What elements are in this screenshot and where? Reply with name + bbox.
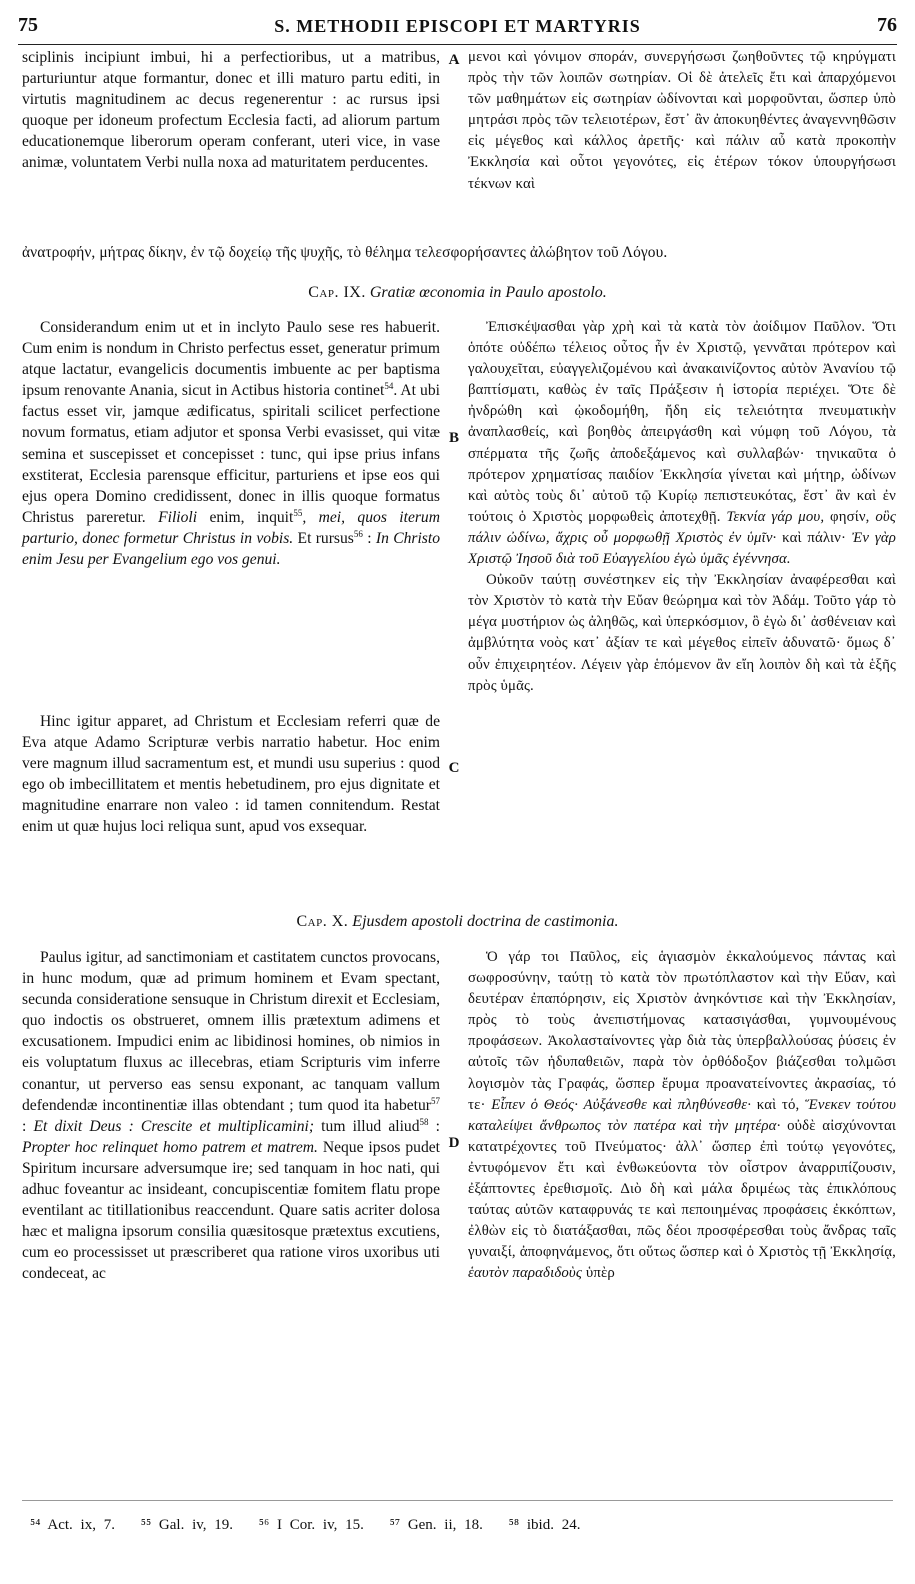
chapter-title: Ejusdem apostoli doctrina de castimonia. (352, 913, 619, 930)
text-run: enim, inquit (197, 508, 294, 526)
margin-marker-c: C (448, 760, 460, 776)
latin-column-cap9-p2 (22, 711, 440, 838)
scripture-quote: Et dixit Deus : Crescite et multiplicamini; (33, 1117, 315, 1135)
footnote: ⁵⁶ I Cor. iv, 15. (258, 1517, 364, 1533)
scripture-quote: In Christo enim Jesu per Evangelium ego vos genui. (22, 529, 440, 569)
footnote-ref: 58 (419, 1116, 429, 1127)
footnote: ⁵⁵ Gal. iv, 19. (140, 1517, 234, 1533)
text-run: Considerandum enim ut et in inclyto Paulo sese res habuerit. Cum enim is nondum in Christo perfectus esset, generatur primum atque lactatur, evangelicis documentis imbuente ac per baptisma ipsum renovante Anania, sicut in Actibus historia continet (22, 319, 440, 400)
page-header (18, 14, 897, 42)
footnote: ⁵⁷ Gen. ii, 18. (389, 1517, 483, 1533)
chapter-label: Cap. IX. (308, 284, 366, 301)
scripture-quote: Ἕνεκεν τούτου καταλείψει ἄνθρωπος τὸν πατέρα καὶ τὴν μητέρα· (468, 1096, 897, 1134)
greek-paragraph (468, 317, 896, 570)
margin-marker-b: B (448, 430, 459, 446)
footnotes (30, 1517, 885, 1534)
page-number-right: 76 (877, 14, 897, 36)
latin-paragraph (22, 947, 440, 1285)
greek-paragraph: Οὐκοῦν ταύτῃ συνέστηκεν εἰς τὴν Ἐκκλησίαν ἀναφέρεσθαι καὶ τὸν Χριστὸν τὸ κατὰ τὴν Εὔαν θεώρημα καὶ τὸν Ἀδάμ. Τοῦτο γάρ τὸ μέγα μυστήριον ὡς ἀληθῶς, καὶ ὑπερκόσμιον, ὃ ἐγὼ δι᾽ ἀσθένειαν καὶ ἀμβλύτητα νοὸς κατ᾽ ἀξίαν τε καὶ μέγεθος εἰπεῖν ἀδυνατῶ· ὅμως δ᾽ οὖν ἐπιχειρητέον. Λέγειν γὰρ ἑπόμενον ἂν εἴη λοιπὸν δὴ καὶ τὰ ἑξῆς πρὸς ὑμᾶς. (468, 572, 896, 694)
text-run: Et rursus (293, 529, 354, 547)
text-run: καὶ πάλιν· (776, 529, 852, 546)
text-run: Ἐπισκέψασθαι γὰρ χρὴ καὶ τὰ κατὰ τὸν ἀοίδιμον Παῦλον. Ὅτι ὁπότε οὐδέπω τέλειος οὗτος ἦν ἐν Χριστῷ, γεννᾶται πρότερον καὶ γαλουχεῖται, εὐαγγελιζομένου καὶ ἀνακαινίζοντος αὐτὸν Ἀνανίου τῷ βαπτίσματι, καθὼς ἐν ταῖς Πράξεσιν ἡ ἱστορία περιέχει. Ὅτε δὲ ἠνδρώθη καὶ ᾠκοδομήθη, ἤδη εἰς τελειότητα πνευματικὴν ἀναπλασθείς, καὶ βοηθὸς ἀπειργάσθη καὶ νύμφη τοῦ Λόγου, τὰ σπέρματα τῆς ζωῆς ἀποδεξάμενος καὶ συλλαβών· τηνικαῦτα ὁ πρότερον χρηματίσας παιδίον Ἐκκλησία γίνεται καὶ μήτηρ, ὠδίνων καὶ αὐτὸς τοὺς δι᾽ αὐτοῦ τῷ Κυρίῳ πεπιστευκότας, ἔστ᾽ ἂν καὶ ἐν τούτοις ὁ Χριστὸς μορφωθεὶς ἀποτεχθῇ. (468, 319, 896, 525)
margin-marker-d: D (448, 1135, 460, 1151)
footnote-ref: 56 (353, 528, 363, 539)
text-run: οὐδὲ αἰσχύνονται κατατρέχοντες τοῦ Πνεύματος· ἀλλ᾽ ὥσπερ ἐπὶ τούτῳ γεγονότες, ἐντυφόμενον ἔτι καὶ ἐνθωκεύοντα τὸν οἶστρον ἀναρριπίζουσιν, ἐξάπτοντες ἐρεθισμοῖς. Διὸ δὴ καὶ μάλα δριμέως τὰς ἐπικλόπους ταύτας αὐτῶν καταφρυνάς τε καὶ πεποιημένας προφάσεις ἐκκόπτων, ἐλθὼν εἰς τὸ διατάξασθαι, πῶς δέοι προσφέρεσθαι τοὺς ἄνδρας ταῖς γυναιξί, ἀποφηνάμενος, ὅτι οὕτως ὥσπερ καὶ ὁ Χριστὸς τῇ Ἐκκλησίᾳ, (468, 1117, 897, 1261)
latin-column-cap9-p1 (22, 317, 440, 570)
chapter-heading-ix (0, 284, 915, 302)
scripture-quote: Τεκνία γάρ μου, (726, 508, 825, 525)
text-run: Neque ipsos pudet Spiritum incursare adversumque ire; sed tanquam in hoc nati, qui adhuc foveantur ac insideant, concupiscentiæ fomitem flatu prope eventilant ac titillationibus reaccendunt. Quare satis acriter dolosa hæc et maligna ipsorum consilia quæsitosque prætextus excutiens, cum eo processisset ut præscriberet qua ratione viros uxoribus uti condeceat, ac (22, 1138, 440, 1283)
footnote: ⁵⁴ Act. ix, 7. (30, 1517, 115, 1533)
footnote: ⁵⁸ ibid. 24. (508, 1517, 581, 1533)
latin-paragraph (22, 317, 440, 570)
scripture-quote: Εἶπεν ὁ Θεός· Αὐξάνεσθε καὶ πληθύνεσθε· (491, 1096, 752, 1113)
footnote-ref: 54 (384, 381, 394, 392)
scripture-quote: ἑαυτὸν παραδιδοὺς (468, 1265, 583, 1282)
text-run: tum illud aliud (314, 1117, 420, 1135)
page-number-left: 75 (18, 14, 38, 36)
scripture-quote: Propter hoc relinquet homo patrem et matrem. (22, 1138, 318, 1156)
latin-paragraph: Hinc igitur apparet, ad Christum et Ecclesiam referri quæ de Eva atque Adamo Scripturæ verbis narratio habetur. Hoc enim vere magnum illud sacramentum est, et mundi usu superius : quod ego ob imbecillitatem et mentis hebetudinem, pro ejus dignitate et magnitudine enarrare non valeo : id tamen connitendum. Restat enim ut quæ hujus loci reliqua sunt, apud vos exsequar. (22, 713, 440, 836)
text-run: : (362, 529, 372, 547)
footnote-ref: 55 (293, 507, 303, 518)
chapter-title: Gratiæ œconomia in Paulo apostolo. (369, 284, 607, 301)
margin-marker-a: A (448, 52, 460, 68)
greek-column-cap10 (468, 947, 896, 1285)
text-run: : (428, 1117, 441, 1135)
latin-column-intro (22, 47, 440, 174)
full-width-greek-line: ἀνατροφήν, μήτρας δίκην, ἐν τῷ δοχείῳ τῆς ψυχῆς, τὸ θέλημα τελεσφορήσαντες ἀλώβητον τοῦ Λόγου. (22, 244, 668, 261)
greek-column-cap9 (468, 317, 896, 697)
text-run: Paulus igitur, ad sanctimoniam et castitatem cunctos provocans, in hunc modum, quæ ad primum hominem et Evam spectant, secunda consideratione sensuque in Christum direxit et Ecclesiam, quo indoctis os obstrueret, omnem illis prætextum adimens et excusationem. Impudici enim ac libidinosi homines, ob nimios in eis voluptatum fluxus ac illecebras, etiam Scripturis vim inferre conantur, ut perverso eas sensu exponant, ac tanquam vallum defendendæ incontinentiæ illas obtendant ; tum quod ita habetur (22, 949, 440, 1114)
latin-column-cap10 (22, 947, 440, 1285)
text-run: ὑπὲρ (582, 1265, 615, 1282)
chapter-label: Cap. X. (296, 913, 349, 930)
scripture-quote: Ἐν γὰρ Χριστῷ Ἰησοῦ διὰ τοῦ Εὐαγγελίου ἐγὼ ὑμᾶς ἐγέννησα. (468, 529, 896, 568)
greek-paragraph: μενοι καὶ γόνιμον σποράν, συνεργήσωσι ζωηθοῦντες τῷ κηρύγματι πρὸς τὴν τῶν λοιπῶν σωτηρίαν. Οἱ δὲ ἀτελεῖς ἔτι καὶ ἀπαρχόμενοι τῶν μαθημάτων εἰς σωτηρίαν ὠδίνονται καὶ μορφοῦνται, ὥσπερ ὑπὸ μητράσι πρὸς τῶν τελειοτέρων, ἔστ᾽ ἂν ἀποκυηθέντες ἀναγεννηθῶσιν εἰς μέγεθος καὶ κάλλος ἀρετῆς· καὶ πάλιν αὖ κατὰ προκοπὴν Ἐκκλησία καὶ οὗτοι γεγονότες, εἰς ἑτέρων τόκον ὑπουργήσωσι τέκνων καὶ (468, 49, 896, 192)
text-run: : (22, 1117, 34, 1135)
scripture-quote: , mei, quos iterum parturio, donec formetur Christus in vobis. (22, 508, 440, 547)
text-run: Ὁ γάρ τοι Παῦλος, εἰς ἁγιασμὸν ἐκκαλούμενος πάντας καὶ σωφροσύνην, ταύτῃ τὸ κατὰ τὸν πρωτόπλαστον καὶ τὴν Εὔαν, καὶ δευτέραν ἐπαπόρησιν, εἰς Χριστὸν ἀνηκόντισε καὶ τὴν Ἐκκλησίαν, πρὸς τὸ τοὺς ἀνεπιστήμονας κατασιγάσθαι, γυμνουμένους προφάσεων. Ἀκολασταίνοντες γὰρ διὰ τὰς ὑπερβαλλούσας ῥύσεις ἐν αὐτοῖς τῶν ἡδυπαθειῶν, παρὰ τὸν ὀρθόδοξον βιάζεσθαι τολμῶσι λογισμὸν τὰς Γραφάς, ὥσπερ ἔρυμα προανατείνοντες ἀκρασίας, τό τε· (468, 949, 896, 1113)
scripture-quote: οὓς πάλιν ὠδίνω, ἄχρις οὗ μορφωθῇ Χριστὸς ἐν ὑμῖν· (468, 508, 896, 546)
header-rule (18, 44, 897, 45)
scripture-quote: Filioli (158, 508, 198, 526)
chapter-heading-x (0, 913, 915, 931)
text-run: καὶ τό, (751, 1096, 806, 1113)
greek-paragraph (468, 947, 896, 1285)
footnote-rule (22, 1500, 893, 1501)
footnote-ref: 57 (431, 1095, 440, 1106)
text-run: . At ubi factus esset vir, jamque ædificatus, spiritali scilicet perfectione novum formatus, etiam adjutor et sponsa Verbi evasisset, qui vitæ semina et suscepisset et concepisset : tunc, qui ipse prius infans exstiterat, Ecclesia parensque efficitur, parturiens et ipse eos qui ejus opera Domino credidissent, donec in illis quoque formatus Christus pareretur. (22, 382, 440, 526)
text-run: φησίν, (824, 508, 876, 525)
running-title: S. METHODII EPISCOPI ET MARTYRIS (274, 16, 641, 36)
greek-column-intro (468, 47, 896, 195)
latin-paragraph: sciplinis incipiunt imbui, hi a perfectioribus, ut a matribus, parturiuntur atque formantur, donec et illi maturo partu editi, in virtutis magnitudinem ac decus regenerentur : ac rursus ipsi quoque per idoneum profectum Ecclesia facti, ad aliorum partum educationemque liberorum operam conferant, uteri vice, in vase animæ, voluntatem Verbi nulla noxa ad maturitatem perducentes. (22, 49, 440, 172)
